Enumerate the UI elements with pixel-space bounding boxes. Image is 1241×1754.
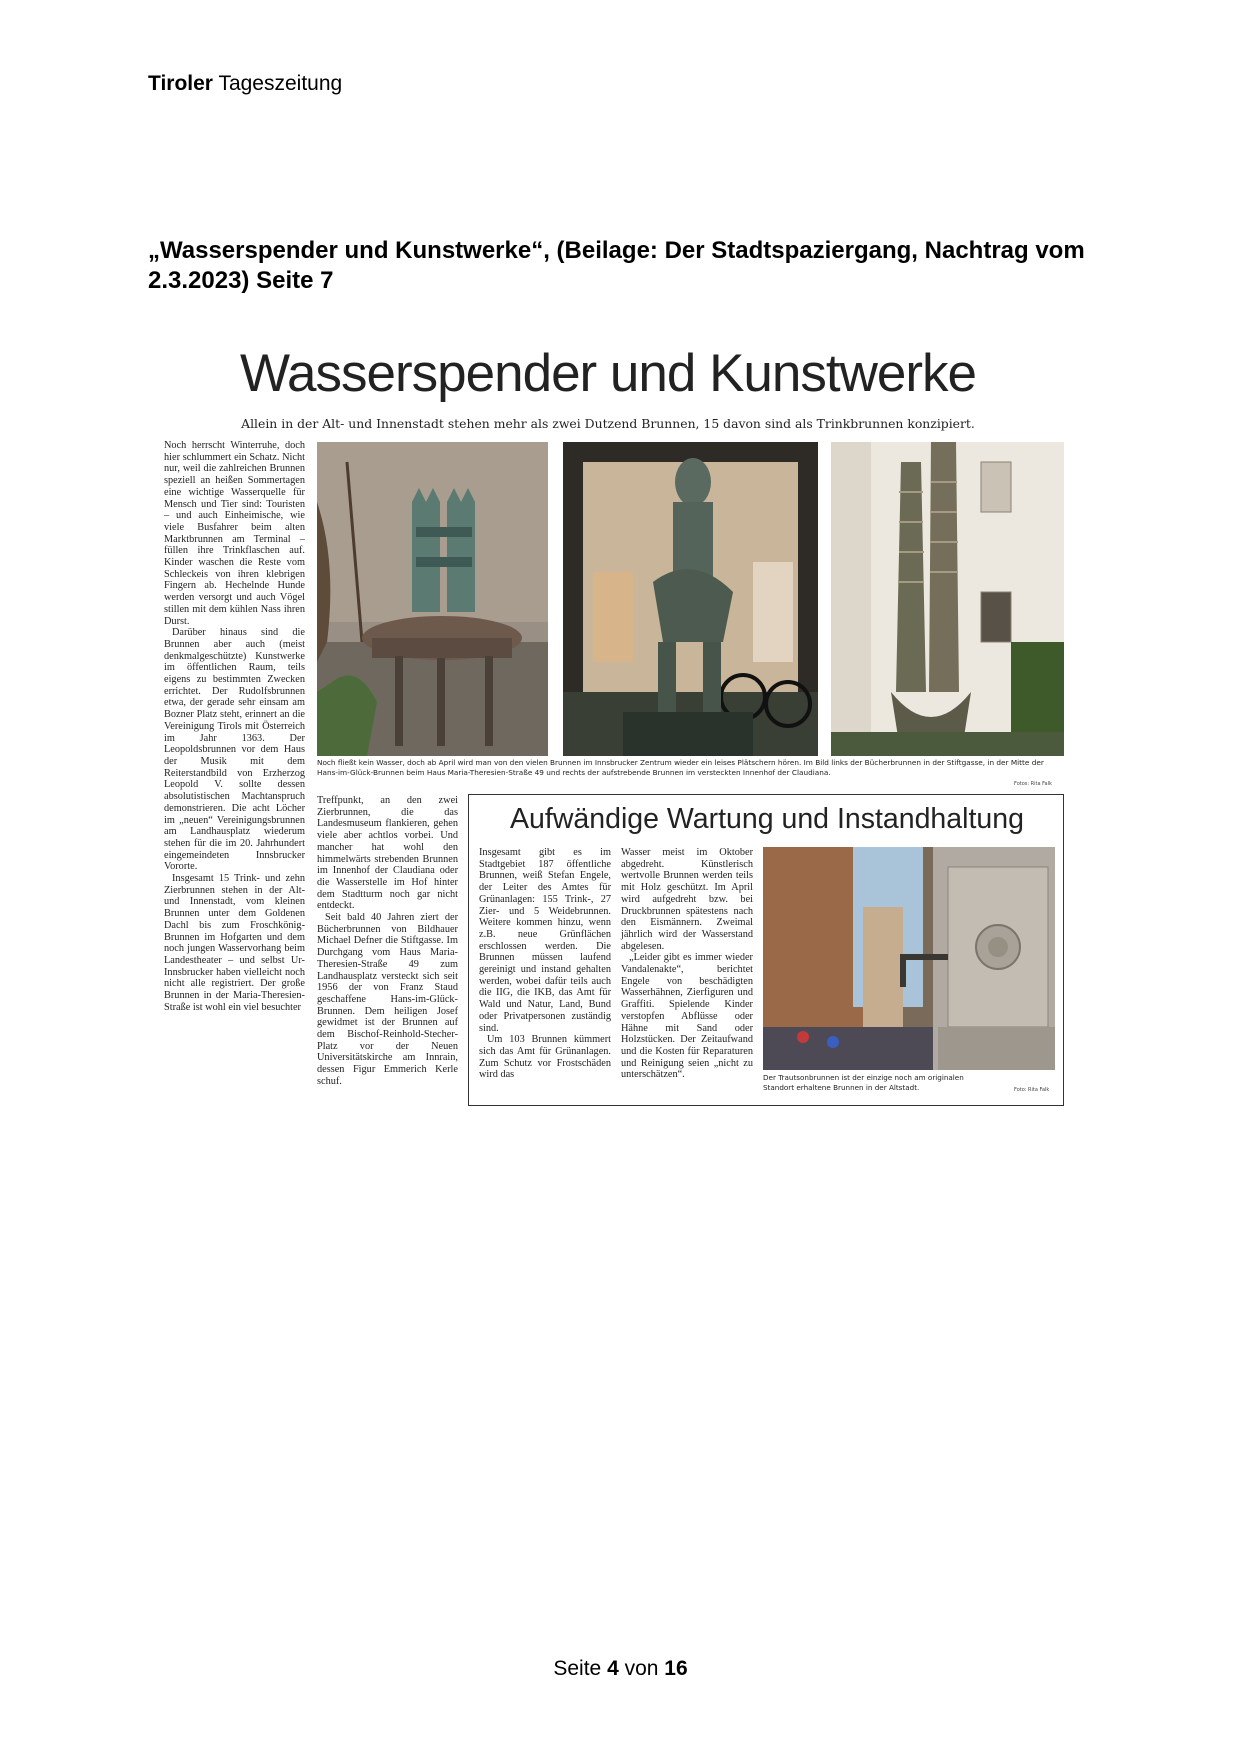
footer-total-pages: 16	[664, 1657, 688, 1680]
page-footer	[0, 1657, 1241, 1681]
publication-name-rest: Tageszeitung	[218, 72, 343, 95]
newspaper-clipping	[152, 340, 1064, 1106]
footer-prefix: Seite	[553, 1657, 602, 1680]
article-column-2	[317, 795, 458, 1088]
info-box-column-1	[479, 847, 611, 1081]
info-box-paragraph: „Leider gibt es immer wieder Vandalenakte“, berichtet Engele von beschädigten Wasserhähnen, Zierfiguren und Graffiti. Spielende Kinder verstopfen Abflüsse oder Hähne mit Sand oder Holzstücken. Der Zeitaufwand und die Kosten für Reparaturen und Reinigung seien „nicht zu unterschätzen“.	[621, 952, 753, 1081]
article-paragraph: Seit bald 40 Jahren ziert der Bücherbrunnen von Bildhauer Michael Defner die Stiftgasse. Im Durchgang vom Haus Maria-Theresien-Straße 49 zum Landhausplatz versteckt sich seit 1956 der von Franz Staud geschaffene Hans-im-Glück-Brunnen. Dem heiligen Josef gewidmet ist der Brunnen auf dem Bischof-Reinhold-Stecher-Platz vor der Neuen Universitätskirche am Innrain, dessen Figur Emmerich Kerle schuf.	[317, 912, 458, 1087]
photo-caption: Noch fließt kein Wasser, doch ab April wird man von den vielen Brunnen im Innsbrucker Zentrum wieder ein leises Plätschern hören. Im Bild links der Bücherbrunnen in der Stiftgasse, in der Mitte der Hans-im-Glück-Brunnen beim Haus Maria-Theresien-Straße 49 und rechts der aufstrebende Brunnen im versteckten Innenhof der Claudiana.	[317, 758, 1044, 777]
article-paragraph: Treffpunkt, an den zwei Zierbrunnen, die das Landesmuseum flankieren, gehen viele aber achtlos vorbei. Und mancher hat wohl den himmelwärts strebenden Brunnen im Innenhof der Claudiana oder die Wasserstelle im Hof hinter dem Stadtturm noch gar nicht entdeckt.	[317, 795, 458, 912]
info-box-paragraph: Wasser meist im Oktober abgedreht. Künstlerisch wertvolle Brunnen werden teils mit Holz geschützt. Im April wird aufgedreht bzw. bei Druckbrunnen spätestens nach den Eismännern. Zweimal jährlich wird der Wasserstand abgelesen.	[621, 847, 753, 952]
info-box-photo-credit: Foto: Rita Falk	[1014, 1087, 1050, 1093]
publication-name	[148, 72, 342, 96]
article-column-1	[164, 440, 305, 1013]
info-box	[468, 794, 1064, 1106]
info-box-headline: Aufwändige Wartung und Instandhaltung	[510, 803, 1024, 835]
photo-hans-im-glueck-brunnen	[563, 442, 818, 756]
photo-trautsonbrunnen	[763, 847, 1055, 1070]
info-box-column-2	[621, 847, 753, 1081]
info-box-photo-caption: Der Trautsonbrunnen ist der einzige noch am originalen Standort erhaltene Brunnen in der Altstadt.	[763, 1073, 964, 1092]
footer-middle: von	[624, 1657, 659, 1680]
article-paragraph: Darüber hinaus sind die Brunnen aber auch (meist denkmalgeschützte) Kunstwerke im öffentlichen Raum, teils eigens zu bestimmten Zwecken errichtet. Der Rudolfsbrunnen etwa, der gerade sehr einsam am Bozner Platz steht, erinnert an die Vereinigung Tirols mit Österreich im Jahr 1363. Der Leopoldsbrunnen vor dem Haus der Musik mit dem Reiterstandbild von Erzherzog Leopold V. sollte dessen absolutistischen Machtanspruch demonstrieren. Die acht Löcher im „neuen“ Vereinigungsbrunnen am Landhausplatz wiederum stehen für die im 20. Jahrhundert eingemeindeten Innsbrucker Vororte.	[164, 627, 305, 873]
footer-page-number: 4	[607, 1657, 619, 1680]
photo-credit: Fotos: Rita Falk	[1014, 781, 1052, 787]
photo-buecherbrunnen	[317, 442, 548, 756]
info-box-paragraph: Um 103 Brunnen kümmert sich das Amt für Grünanlagen. Zum Schutz vor Frostschäden wird das	[479, 1034, 611, 1081]
publication-name-bold: Tiroler	[148, 72, 213, 95]
photo-claudiana-brunnen	[831, 442, 1064, 756]
document-title: „Wasserspender und Kunstwerke“, (Beilage: Der Stadtspaziergang, Nachtrag vom 2.3.2023) Seite 7	[148, 237, 1085, 294]
article-headline: Wasserspender und Kunstwerke	[240, 344, 976, 403]
article-paragraph: Insgesamt 15 Trink- und zehn Zierbrunnen stehen in der Alt- und Innenstadt, vom kleinen Brunnen unter dem Goldenen Dachl bis zum Froschkönig-Brunnen im Hofgarten und dem noch jungen Wasservorhang beim Landestheater – und selbst Ur-Innsbrucker haben vielleicht noch nicht alle registriert. Der große Brunnen in der Maria-Theresien-Straße ist wohl ein viel besuchter	[164, 873, 305, 1013]
article-paragraph: Noch herrscht Winterruhe, doch hier schlummert ein Schatz. Nicht nur, weil die zahlreichen Brunnen speziell an heißen Sommertagen eine wichtige Wasserquelle für Mensch und Tier sind: Touristen – und auch Einheimische, wie viele Busfahrer beim alten Marktbrunnen am Terminal – füllen ihre Trinkflaschen auf. Kinder waschen die Reste vom Schleckeis von ihren klebrigen Fingern ab. Hechelnde Hunde werden versorgt und auch Vögel stillen mit dem kühlen Nass ihren Durst.	[164, 440, 305, 627]
info-box-paragraph: Insgesamt gibt es im Stadtgebiet 187 öffentliche Brunnen, weiß Stefan Engele, der Leiter des Amtes für Grünanlagen: 155 Trink-, 27 Zier- und 5 Weidebrunnen. Weitere kommen hinzu, wenn z.B. neue Grünflächen erschlossen werden. Die Brunnen müssen laufend gereinigt und instand gehalten werden, wobei dafür teils auch die IIG, die IKB, das Amt für Wald und Natur, Land, Bund oder Privatpersonen zuständig sind.	[479, 847, 611, 1034]
article-subheadline: Allein in der Alt- und Innenstadt stehen mehr als zwei Dutzend Brunnen, 15 davon sind als Trinkbrunnen konzipiert.	[241, 416, 975, 431]
